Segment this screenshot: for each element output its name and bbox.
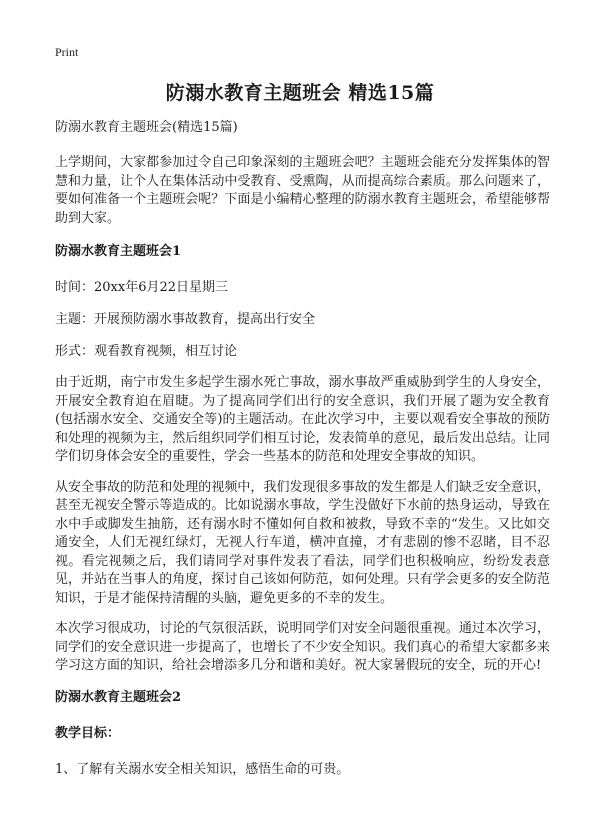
print-link[interactable]: Print [55,45,79,59]
goals-heading: 教学目标： [55,725,121,741]
body-paragraph: 本次学习很成功，讨论的气氛很活跃，说明同学们对安全问题很重视。通过本次学习，同学们的安全意识进一步提高了，也增长了不少安全知识。我们真心的希望大家都多来学习这方面的知识，给社会增添多几分和谐和美好。祝大家暑假玩的安全，玩的开心! [55,621,550,673]
meta-theme: 主题：开展预防溺水事故教育，提高出行安全 [55,312,316,327]
meta-form: 形式：观看教育视频，相互讨论 [55,344,238,359]
meta-time: 时间：20xx年6月22日星期三 [55,280,229,295]
intro-paragraph: 上学期间，大家都参加过令自己印象深刻的主题班会吧？主题班会能充分发挥集体的智慧和力量，让个人在集体活动中受教育、受熏陶，从而提高综合素质。那么问题来了，要如何准备一个主题班会呢？下面是小编精心整理的防溺水教育主题班会，希望能够帮助到大家。 [55,155,550,226]
body-paragraph: 由于近期，南宁市发生多起学生溺水死亡事故，溺水事故严重威胁到学生的人身安全，开展安全教育迫在眉睫。为了提高同学们出行的安全意识，我们开展了题为安全教育(包括溺水安全、交通安全等)的主题活动。在此次学习中，主要以观看安全事故的预防和处理的视频为主，然后组织同学们相互讨论，发表简单的意见，最后发出总结。让同学们切身体会安全的重要性，学会一些基本的防范和处理安全事故的知识。 [55,375,550,464]
page-title: 防溺水教育主题班会 精选15篇 [165,82,435,104]
document-subtitle: 防溺水教育主题班会(精选15篇) [55,120,238,135]
body-paragraph: 从安全事故的防范和处理的视频中，我们发现很多事故的发生都是人们缺乏安全意识，甚至无视安全警示等造成的。比如说溺水事故，学生没做好下水前的热身运动，导致在水中手或脚发生抽筋，还有溺水时不懂如何自救和被救，导致不幸的“发生。又比如交通安全，人们无视红绿灯，无视人行车道，横冲直撞，才有悲剧的惨不忍睹，目不忍视。看完视频之后，我们请同学对事件发表了看法，同学们也积极响应，纷纷发表意见，并站在当事人的角度，探讨自己该如何防范，如何处理。只有学会更多的安全防范知识，于是才能保持清醒的头脑，避免更多的不幸的发生。 [55,479,550,606]
section-heading-2: 防溺水教育主题班会2 [55,689,182,705]
section-heading-1: 防溺水教育主题班会1 [55,244,182,259]
document-body [55,118,550,780]
goal-item: 1、了解有关溺水安全相关知识，感悟生命的可贵。 [55,761,350,777]
